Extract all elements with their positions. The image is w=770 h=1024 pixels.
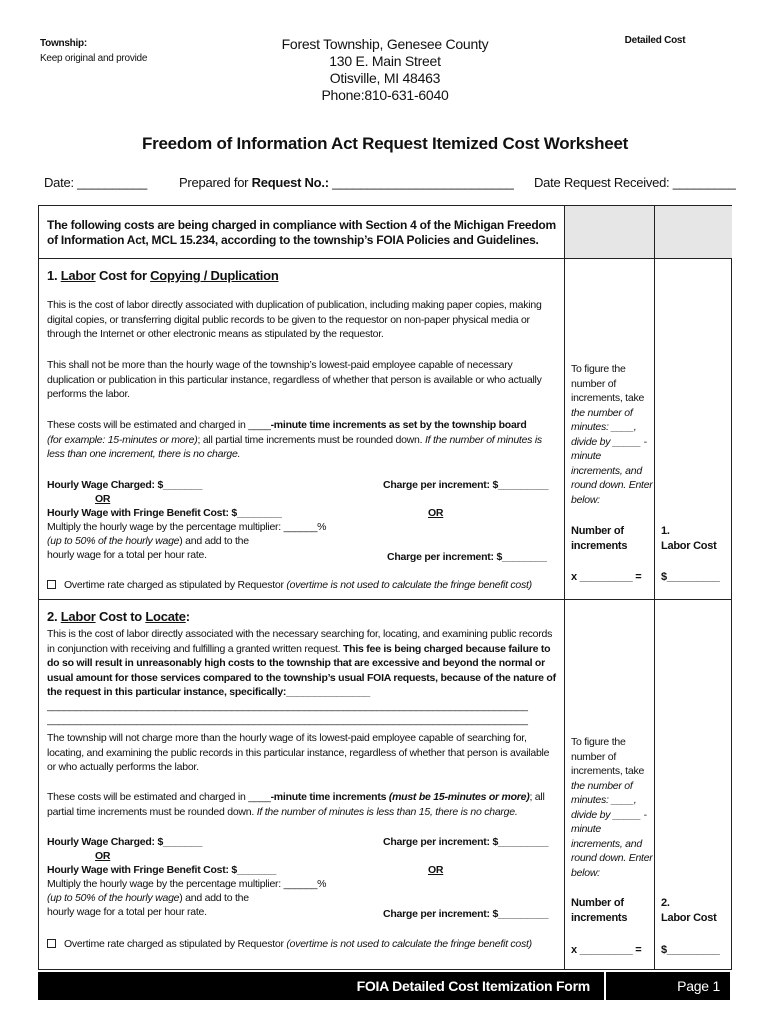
section-1-para-3 — [47, 418, 559, 462]
section-1-mid: Cost for — [95, 268, 151, 283]
s1-fringe: Hourly Wage with Fringe Benefit Cost: $________ — [47, 507, 282, 519]
section-1-word-copying: Copying / Duplication — [150, 268, 279, 283]
s2-number-of-increments: Number of increments — [571, 897, 628, 924]
section-2-mid: Cost to — [95, 609, 146, 624]
row-divider-2 — [39, 599, 731, 600]
s1-overtime — [47, 578, 532, 592]
page-number: Page 1 — [677, 978, 720, 994]
s1-charge-increment-2: Charge per increment: $________ — [387, 551, 547, 563]
s1-multiply: Multiply the hourly wage by the percentage multiplier: ______% — [47, 521, 327, 533]
phone: Phone:810-631-6040 — [321, 87, 449, 103]
s2-charge-increment-2: Charge per increment: $_________ — [383, 908, 549, 920]
section-1-heading — [47, 268, 279, 283]
section-1-para-2: This shall not be more than the hourly wage of the township’s lowest-paid employee capable of necessary duplication or publication in this particular instance, regardless of whether that person is available or who actually performs the labor. — [47, 359, 542, 400]
request-no-label: Request No.: — [251, 175, 329, 190]
footer-title: FOIA Detailed Cost Itemization Form — [356, 978, 590, 994]
s2-p3-d: ; all partial time increments must be rounded down. — [47, 791, 545, 818]
s1-side-instructions — [571, 362, 653, 507]
address-line-3: Otisville, MI 48463 — [329, 70, 441, 86]
s2-charge-increment-1: Charge per increment: $_________ — [383, 836, 549, 848]
s2-side-instructions — [571, 735, 653, 880]
address-line-2: 130 E. Main Street — [329, 53, 441, 69]
section-2-number: 2. — [47, 609, 58, 624]
section-2-word-locate: Locate — [145, 609, 186, 624]
row-divider-1 — [39, 258, 731, 259]
s1-charge-increment-1: Charge per increment: $_________ — [383, 479, 549, 491]
s2-side-a: To figure the number of increments, take — [571, 736, 645, 777]
s2-p3-a: These costs will be estimated and charged in ____ — [47, 791, 271, 803]
prepared-for-label: Prepared for — [179, 175, 252, 190]
s1-p3-c: (for example: 15-minutes or more) — [47, 433, 198, 446]
s2-blank-line-1: ______________________________________________________________________________________ — [47, 700, 528, 712]
s2-x-line: x _________ = — [571, 944, 642, 956]
s1-upto — [47, 534, 249, 548]
s1-hourly-wage: Hourly Wage Charged: $_______ — [47, 479, 203, 491]
s2-upto — [47, 891, 249, 905]
s2-or-1: OR — [95, 850, 111, 862]
s2-dollar-line: $_________ — [661, 944, 720, 956]
s1-dollar-line: $_________ — [661, 571, 720, 583]
s2-overtime-b: (overtime is not used to calculate the fringe benefit cost) — [286, 938, 532, 950]
s2-p3-e: If the number of minutes is less than 15, there is no charge. — [256, 805, 518, 818]
section-2-colon: : — [185, 609, 190, 624]
s2-p1-a: This is the cost of labor directly associated with the necessary searching for, locating, and examining public records in conjunction with receiving and fulfilling a granted written request. — [47, 628, 553, 655]
address-line-1: Forest Township, Genesee County — [281, 36, 489, 52]
request-number-field — [179, 175, 514, 190]
footer-bar — [38, 972, 730, 1000]
s1-hourly-total: hourly wage for a total per hour rate. — [47, 549, 207, 561]
s1-or-1: OR — [95, 493, 111, 505]
township-note: Keep original and provide — [40, 53, 148, 64]
section-1-number: 1. — [47, 268, 58, 283]
section-2-para-2: The township will not charge more than the hourly wage of its lowest-paid employee capable of searching for, locating, and examining the public records in this particular instance, regardless of whether that person is available or who actually performs the labor. — [47, 732, 550, 773]
s2-p3-b: -minute time increments — [270, 791, 389, 803]
s1-overtime-b: (overtime is not used to calculate the fringe benefit cost) — [286, 579, 532, 591]
s2-or-2: OR — [428, 864, 444, 876]
section-2-para-1 — [47, 627, 559, 700]
footer-divider — [604, 972, 606, 1000]
s1-overtime-checkbox[interactable] — [47, 580, 56, 589]
s1-x-line: x _________ = — [571, 571, 642, 583]
cost-worksheet-table — [38, 205, 732, 970]
s2-fringe: Hourly Wage with Fringe Benefit Cost: $_______ — [47, 864, 277, 876]
s2-multiply: Multiply the hourly wage by the percentage multiplier: ______% — [47, 878, 327, 890]
s1-overtime-a: Overtime rate charged as stipulated by Requestor — [64, 579, 287, 591]
s1-side-a: To figure the number of increments, take — [571, 363, 645, 404]
s2-blank-line-2: ______________________________________________________________________________________ — [47, 714, 528, 726]
township-label: Township: — [40, 38, 87, 49]
intro-statement: The following costs are being charged in compliance with Section 4 of the Michigan Freedom of Information Act, MCL 15.234, according to the township’s FOIA Policies and Guidelines. — [47, 218, 556, 247]
s1-upto-b: ) and add to the — [179, 535, 249, 547]
s1-col-label: Labor Cost — [661, 540, 717, 552]
detailed-cost-label: Detailed Cost — [624, 35, 686, 46]
column-divider-2 — [654, 206, 655, 969]
column-divider-1 — [564, 206, 565, 969]
s2-upto-a: (up to 50% of the hourly wage — [47, 892, 180, 904]
date-field: Date: __________ — [44, 175, 147, 190]
header-shade-2 — [655, 206, 732, 258]
s2-overtime-a: Overtime rate charged as stipulated by Requestor — [64, 938, 287, 950]
header-shade-1 — [565, 206, 654, 258]
s1-number-of-increments: Number of increments — [571, 525, 628, 552]
s2-p1-b: This fee is being charged because failure to do so will result in unreasonably high costs to the township that are excessive and beyond the normal or usual amount for those services compared to the township’s usual FOIA requests, because of the nature of the request in this particular instance, specifically:_______________ — [47, 642, 556, 698]
s2-side-b: the number of minutes: ____, divide by _____ -minute increments, and round down. Enter below: — [571, 779, 653, 879]
s1-p3-e: If the number of minutes is less than one increment, there is no charge. — [47, 433, 542, 460]
s1-side-b: the number of minutes: ____, divide by _____ -minute increments, and round down. Enter below: — [571, 406, 653, 506]
s2-col-label: Labor Cost — [661, 912, 717, 924]
s1-upto-a: (up to 50% of the hourly wage — [47, 535, 180, 547]
s2-overtime-checkbox[interactable] — [47, 939, 56, 948]
request-no-line: __________________________ — [328, 175, 514, 190]
s2-hourly-wage: Hourly Wage Charged: $_______ — [47, 836, 203, 848]
s2-overtime — [47, 937, 532, 951]
s1-p3-a: These costs will be estimated and charged in ____ — [47, 419, 271, 431]
section-2-para-3 — [47, 790, 559, 819]
page-title: Freedom of Information Act Request Itemized Cost Worksheet — [141, 134, 629, 153]
date-received-field: Date Request Received: _________ — [534, 175, 736, 190]
s1-or-2: OR — [428, 507, 444, 519]
s2-col-num: 2. — [661, 897, 670, 909]
section-2-heading — [47, 609, 190, 624]
section-2-word-labor: Labor — [60, 609, 96, 624]
s1-p3-b: -minute time increments as set by the township board — [270, 419, 527, 431]
s2-upto-b: ) and add to the — [179, 892, 249, 904]
s2-p3-c: (must be 15-minutes or more) — [388, 791, 530, 803]
s1-col-num: 1. — [661, 525, 670, 537]
s1-p3-d: ; all partial time increments must be rounded down. — [197, 433, 425, 446]
section-1-para-1: This is the cost of labor directly associated with duplication of publication, including making paper copies, making digital copies, or transferring digital public records to be given to the requestor on non-paper physical media or through the Internet or other electronic means as stipulated by the requestor. — [47, 299, 542, 340]
s2-hourly-total: hourly wage for a total per hour rate. — [47, 906, 207, 918]
section-1-word-labor: Labor — [60, 268, 96, 283]
